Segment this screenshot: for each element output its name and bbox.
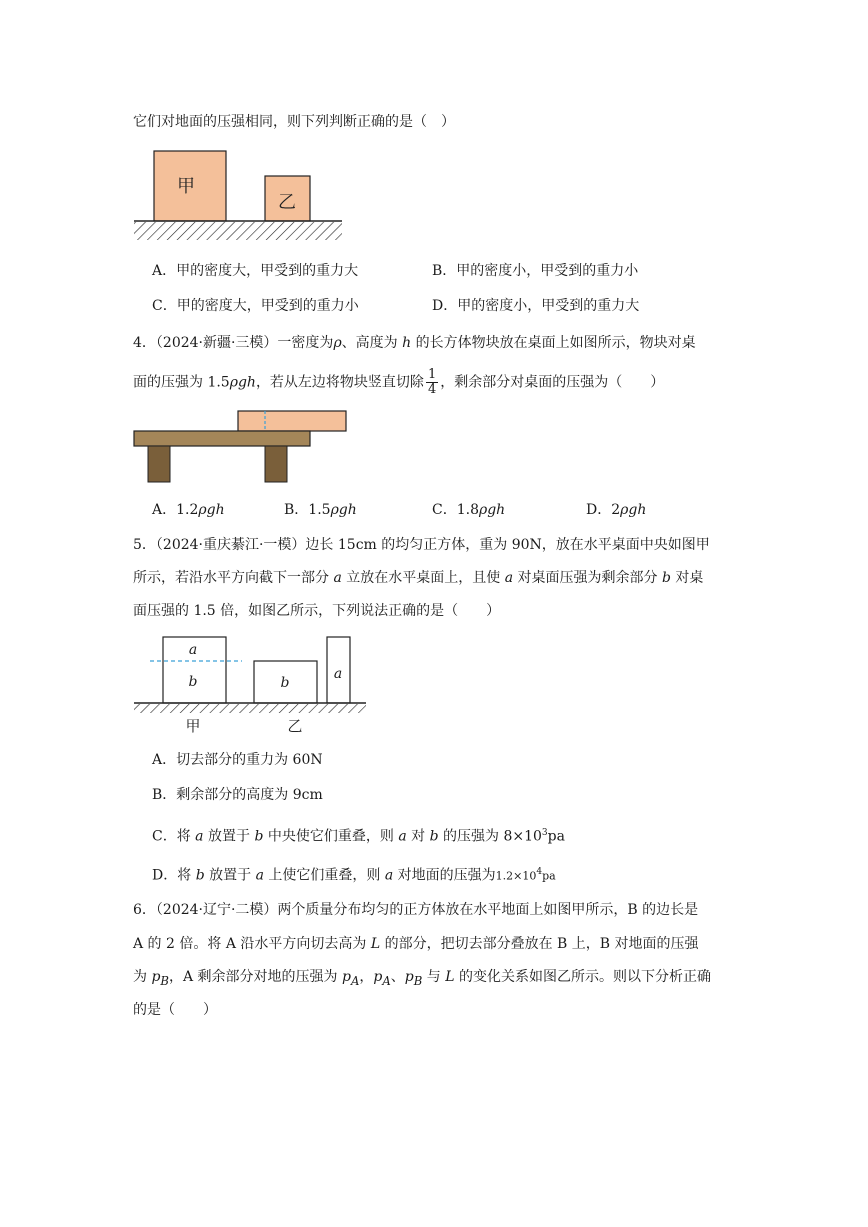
- q6-stem-line4: 的是（ ）: [133, 1002, 217, 1018]
- ground-hatch: [134, 704, 366, 713]
- q3-figure: [130, 148, 345, 243]
- label-b-yi: b: [280, 675, 290, 691]
- q5-option-b: B．剩余部分的高度为 9cm: [152, 787, 323, 803]
- q4-stem-line1: 4．（2024·新疆·三模）一密度为ρ、高度为 h 的长方体物块放在桌面上如图所示，物块对桌: [133, 335, 696, 351]
- label-jia: 甲: [177, 176, 195, 197]
- q5-figure: [130, 634, 370, 736]
- q4-option-d: D．2ρgh: [586, 502, 647, 518]
- ground-hatch: [134, 222, 342, 240]
- label-yi: 乙: [287, 717, 303, 735]
- table-leg-right: [265, 446, 287, 482]
- tabletop: [134, 431, 310, 446]
- q6-stem-line1: 6．（2024·辽宁·二模）两个质量分布均匀的正方体放在水平地面上如图甲所示，B 的边长是: [133, 902, 699, 918]
- block-on-table: [238, 411, 346, 431]
- q4-option-a: A．1.2ρgh: [152, 502, 225, 518]
- q3-stem: 它们对地面的压强相同，则下列判断正确的是（ ）: [133, 114, 455, 130]
- label-a-jia: a: [188, 642, 198, 658]
- q3-option-d: D．甲的密度小，甲受到的重力大: [432, 298, 640, 314]
- q3-option-c: C．甲的密度大，甲受到的重力小: [152, 298, 359, 314]
- q4-figure: [130, 408, 352, 488]
- q5-option-a: A．切去部分的重力为 60N: [152, 752, 323, 768]
- q6-stem-line2: A 的 2 倍。将 A 沿水平方向切去高为 L 的部分，把切去部分叠放在 B 上，B 对地面的压强: [133, 936, 699, 952]
- fraction-one-quarter: $\frac{1}{4}$: [427, 367, 437, 397]
- table-leg-left: [148, 446, 170, 482]
- q3-option-b: B．甲的密度小，甲受到的重力小: [432, 263, 639, 279]
- q3-option-a: A．甲的密度大，甲受到的重力大: [152, 263, 359, 279]
- label-jia: 甲: [185, 717, 201, 735]
- q5-stem-line1: 5．（2024·重庆綦江·一模）边长 15cm 的均匀正方体，重为 90N，放在水平桌面中央如图甲: [133, 537, 710, 553]
- q5-option-c: C．将 a 放置于 b 中央使它们重叠，则 a 对 b 的压强为 $8\times 10^3pa$: [152, 828, 565, 845]
- label-yi: 乙: [278, 192, 296, 213]
- q5-option-d: D．将 b 放置于 a 上使它们重叠，则 a 对地面的压强为$1.2\times 10^4pa$: [152, 867, 556, 884]
- q6-stem-line3: 为 $p_B$，A 剩余部分对地的压强为 $p_A$，$p_A$、$p_B$ 与 L 的变化关系如图乙所示。则以下分析正确: [133, 969, 711, 988]
- q5-stem-line2: 所示，若沿水平方向截下一部分 a 立放在水平桌面上，且使 a 对桌面压强为剩余部分 b 对桌: [133, 570, 704, 586]
- q5-stem-line3: 面压强的 1.5 倍，如图乙所示，下列说法正确的是（ ）: [133, 603, 501, 619]
- q4-option-c: C．1.8ρgh: [432, 502, 506, 518]
- label-b-jia: b: [188, 674, 198, 690]
- label-a-yi: a: [333, 666, 343, 682]
- q4-option-b: B．1.5ρgh: [284, 502, 357, 518]
- q4-stem-line2: 面的压强为 1.5ρgh，若从左边将物块竖直切除 $\frac{1}{4}$ ，剩余部分对桌面的压强为（ ）: [133, 367, 665, 397]
